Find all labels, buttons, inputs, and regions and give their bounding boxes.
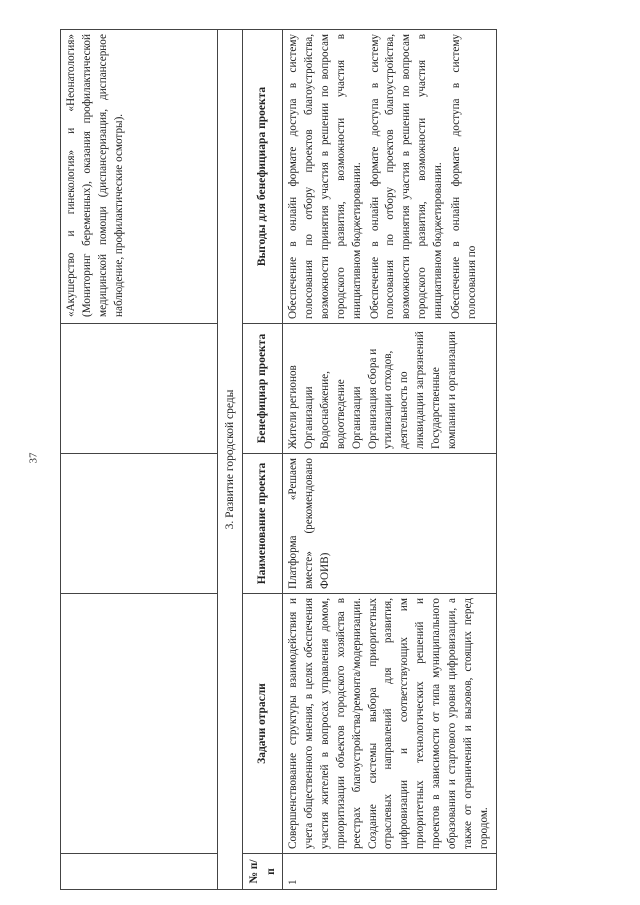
row-benefits xyxy=(282,30,496,324)
row-project: Платформа «Решаем вместе» (рекомендовано ФОИВ) xyxy=(282,454,496,594)
benefit-item: Обеспечение в онлайн формате доступа в систему голосования по отбору проектов благоустройства, возможности принятия участия в решении по вопросам городского развития, возможности участия в инициативном бюджетировании. xyxy=(286,34,363,319)
table-row xyxy=(282,30,496,890)
header-row xyxy=(243,30,283,890)
header-num: № п/п xyxy=(243,854,283,890)
section-row xyxy=(218,30,243,890)
beneficiary-item: Организации Водоснабжение, водоотведение xyxy=(302,371,347,449)
row-num: 1 xyxy=(282,854,496,890)
page-number: 37 xyxy=(27,452,40,464)
beneficiary-item: Государственные компании и организации xyxy=(430,331,459,449)
benefit-item: Обеспечение в онлайн формате доступа в систему голосования по отбору проектов благоустройства, возможности принятия участия в решении по вопросам городского развития, возможности участия в инициативном бюджетировании. xyxy=(368,34,445,319)
header-benefit: Выгоды для бенефициара проекта xyxy=(243,30,283,324)
projects-table xyxy=(60,29,497,890)
row-beneficiaries xyxy=(282,324,496,454)
header-project: Наименование проекта xyxy=(243,454,283,594)
section-title: 3. Развитие городской среды xyxy=(218,30,243,890)
landscape-table-container xyxy=(60,30,594,890)
beneficiary-item: Организации Организация сбора и утилизации отходов, деятельность по ликвидации загрязнений xyxy=(350,331,427,449)
benefit-item: Обеспечение в онлайн формате доступа в систему голосования по xyxy=(450,34,478,319)
rotated-page xyxy=(60,30,594,890)
beneficiary-item: Жители регионов xyxy=(286,365,299,449)
previous-row-continuation xyxy=(61,30,218,890)
header-beneficiary: Бенефициар проекта xyxy=(243,324,283,454)
previous-benefit-cell: «Акушерство и гинекология» и «Неонатология» (Мониторинг беременных), оказания профилактической медицинской помощи (диспансеризация, диспансерное наблюдение, профилактические осмотры). xyxy=(61,30,218,324)
row-task: Совершенствование структуры взаимодействия и учета общественного мнения, в целях обеспечения участия жителей в вопросах управления домом, приоритизации объектов городского хозяйства в реестрах благоустройства/ремонта/модернизации. Создание системы выбора приоритетных отраслевых направлений для развития, цифровизации и соответствующих им приоритетных технологических решений и проектов в зависимости от типа муниципального образования и стартового уровня цифровизации, а также от ограничений и вызовов, стоящих перед городом. xyxy=(282,594,496,854)
header-task: Задачи отрасли xyxy=(243,594,283,854)
